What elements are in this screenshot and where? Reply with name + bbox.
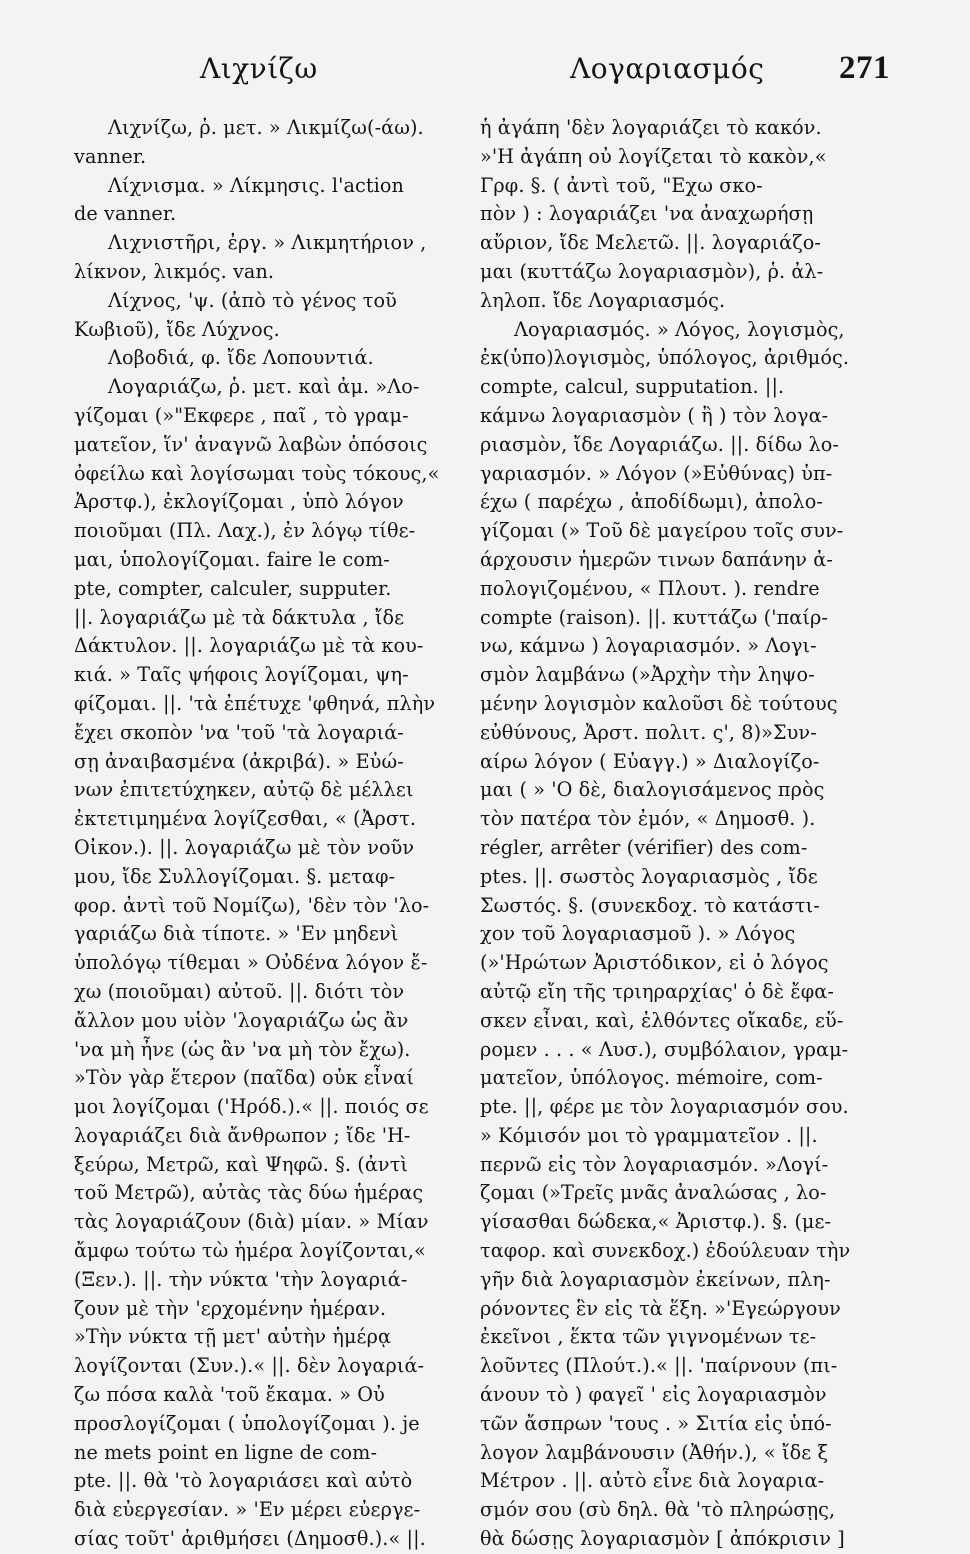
text-line: compte, calcul, supputation. ||.	[480, 375, 785, 399]
text-line: γῆν διὰ λογαριασμὸν ἐκείνων, πλη-	[480, 1267, 831, 1291]
text-line: »Τὸν γὰρ ἕτερον (παῖδα) οὐκ εἶναί	[74, 1066, 414, 1090]
text-line: Δάκτυλον. ||. λογαριάζω μὲ τὰ κου-	[74, 634, 424, 658]
text-line: Ἀρστφ.), ἐκλογίζομαι , ὑπὸ λόγον	[74, 490, 404, 514]
running-head	[70, 52, 890, 102]
left-column	[74, 114, 474, 1554]
text-line: compte (raison). ||. κυττάζω ('παίρ-	[480, 605, 828, 629]
text-line: μοι λογίζομαι ('Ηρόδ.).« ||. ποιός σε	[74, 1095, 429, 1119]
text-line: ||. λογαριάζω μὲ τὰ δάκτυλα , ἴδε	[74, 605, 405, 629]
text-line: » Κόμισόν μοι τὸ γραμματεῖον . ||.	[480, 1123, 818, 1147]
text-line: ἄμφω τούτω τὼ ἡμέρα λογίζονται,«	[74, 1239, 426, 1263]
text-line: λογίζονται (Συν.).« ||. δὲν λογαριά-	[74, 1354, 425, 1378]
text-line: κάμνω λογαριασμὸν ( ἢ ) τὸν λογα-	[480, 403, 829, 427]
text-line: μου, ἴδε Συλλογίζομαι. §. μεταφ-	[74, 864, 396, 888]
text-line: χον τοῦ λογαριασμοῦ ). » Λόγος	[480, 922, 796, 946]
text-line: σκεν εἶναι, καὶ, ἐλθόντες οἴκαδε, εὕ-	[480, 1008, 844, 1032]
header-right-word: Λογαριασμός	[570, 52, 765, 85]
text-line: ἔχει σκοπὸν 'να 'τοῦ 'τὰ λογαριά-	[74, 720, 404, 744]
header-left-word: Λιχνίζω	[200, 52, 318, 85]
text-line: pte. ||. θὰ 'τὸ λογαριάσει καὶ αὐτὸ	[74, 1469, 413, 1493]
text-line: Γρφ. §. ( ἀντὶ τοῦ, "Εχω σκο-	[480, 173, 763, 197]
text-line: ματεῖον, ὑπόλογος. mémoire, com-	[480, 1066, 823, 1090]
text-line: τοῦ Μετρῶ), αὐτὰς τὰς δύω ἡμέρας	[74, 1181, 424, 1205]
text-line: ξεύρω, Μετρῶ, καὶ Ψηφῶ. §. (ἀντὶ	[74, 1152, 409, 1176]
text-line: Λίχνισμα. » Λίκμησις. l'action	[108, 173, 405, 197]
text-line: γαριάζω διὰ τίποτε. » 'Εν μηδενὶ	[74, 922, 399, 946]
text-line: άνουν τὸ ) φαγεῖ ' εἰς λογαριασμὸν	[480, 1383, 827, 1407]
text-line: Οἰκον.). ||. λογαριάζω μὲ τὸν νοῦν	[74, 835, 415, 859]
text-line: σίας τοῦτ' ἀριθμήσει (Δημοσθ.).« ||.	[74, 1527, 426, 1551]
text-line: λογαριάζει διὰ ἄνθρωπον ; ἴδε 'Η-	[74, 1123, 411, 1147]
text-line: διὰ εὐεργεσίαν. » 'Εν μέρει εὐεργε-	[74, 1498, 421, 1522]
text-line: Λιχνιστῆρι, ἐργ. » Λικμητήριον ,	[108, 231, 427, 255]
text-line: ὑπολόγῳ τίθεμαι » Οὐδένα λόγον ἔ-	[74, 951, 428, 975]
text-line: Κωβιοῦ), ἴδε Λύχνος.	[74, 317, 280, 341]
text-line: χω (ποιοῦμαι) αὐτοῦ. ||. διότι τὸν	[74, 979, 405, 1003]
text-line: Λίχνος, 'ψ. (ἀπὸ τὸ γένος τοῦ	[108, 288, 397, 312]
text-line: αίρω λόγον ( Εὐαγγ.) » Διαλογίζο-	[480, 749, 820, 773]
text-line: λοῦντες (Πλούτ.).« ||. 'παίρνουν (πι-	[480, 1354, 838, 1378]
text-line: πολογιζομένου, « Πλουτ. ). rendre	[480, 576, 820, 600]
text-line: σμόν σου (σὺ δηλ. θὰ 'τὸ πληρώσῃς,	[480, 1498, 836, 1522]
text-line: de vanner.	[74, 202, 177, 226]
text-line: 'να μὴ ἦνε (ὡς ἂν 'να μὴ τὸν ἔχω).	[74, 1037, 411, 1061]
text-line: régler, arrêter (vérifier) des com-	[480, 835, 808, 859]
text-line: ρομεν . . . « Λυσ.), συμβόλαιον, γραμ-	[480, 1037, 849, 1061]
page-number: 271	[839, 50, 890, 86]
text-line: ματεῖον, ἵν' ἀναγνῶ λαβὼν ὁπόσοις	[74, 432, 428, 456]
text-line: εὐθύνους, Ἀρστ. πολιτ. ς', 8)»Συν-	[480, 720, 817, 744]
text-line: ζομαι (»Τρεῖς μνᾶς ἀναλώσας , λο-	[480, 1181, 827, 1205]
text-line: πὸν ) : λογαριάζει 'να ἀναχωρήσῃ	[480, 202, 814, 226]
text-line: τὸν πατέρα τὸν ἐμόν, « Δημοσθ. ).	[480, 807, 816, 831]
text-line: ζω πόσα καλὰ 'τοῦ ἔκαμα. » Οὐ	[74, 1383, 385, 1407]
text-line: μαι (κυττάζω λογαριασμὸν), ῥ. ἀλ-	[480, 259, 824, 283]
text-line: Λοβοδιά, φ. ἴδε Λοπουντιά.	[108, 346, 374, 370]
text-line: ριασμὸν, ἴδε Λογαριάζω. ||. δίδω λο-	[480, 432, 839, 456]
right-column	[480, 114, 890, 1554]
text-line: ἐκτετιμημένα λογίζεσθαι, « (Ἀρστ.	[74, 807, 417, 831]
text-line: μαι, ὑπολογίζομαι. faire le com-	[74, 547, 390, 571]
text-line: ne mets point en ligne de com-	[74, 1440, 378, 1464]
text-line: Σωστός. §. (συνεκδοχ. τὸ κατάστι-	[480, 893, 820, 917]
text-line: γίζομαι (»"Εκφερε , παῖ , τὸ γραμ-	[74, 403, 409, 427]
text-line: pte. ||, φέρε με τὸν λογαριασμόν σου.	[480, 1095, 849, 1119]
text-line: σμὸν λαμβάνω (»Ἀρχὴν τὴν ληψο-	[480, 663, 815, 687]
text-line: γαριασμόν. » Λόγον (»Εὐθύνας) ὑπ-	[480, 461, 833, 485]
text-line: (»'Ηρώτων Ἀριστόδικον, εἰ ὁ λόγος	[480, 951, 829, 975]
text-line: λίκνον, λικμός. van.	[74, 259, 275, 283]
text-line: vanner.	[74, 144, 147, 168]
text-line: ἄλλον μου υἱὸν 'λογαριάζω ὡς ἂν	[74, 1008, 409, 1032]
text-line: έχω ( παρέχω , ἀποδίδωμι), ἀπολο-	[480, 490, 823, 514]
text-line: ποιοῦμαι (Πλ. Λαχ.), ἐν λόγῳ τίθε-	[74, 519, 416, 543]
text-line: άρχουσιν ἡμερῶν τινων δαπάνην ἀ-	[480, 547, 833, 571]
text-line: Λογαριάζω, ῥ. μετ. καὶ ἀμ. »Λο-	[108, 375, 420, 399]
text-line: ἐκεῖνοι , ἕκτα τῶν γιγνομένων τε-	[480, 1325, 817, 1349]
text-line: μαι ( » 'Ο δὲ, διαλογισάμενος πρὸς	[480, 778, 825, 802]
text-line: γίσασθαι δώδεκα,« Ἀριστφ.). §. (με-	[480, 1210, 832, 1234]
text-line: προσλογίζομαι ( ὑπολογίζομαι ). je	[74, 1411, 420, 1435]
text-line: ὀφείλω καὶ λογίσωμαι τοὺς τόκους,«	[74, 461, 440, 485]
text-line: λογον λαμβάνουσιν (Ἀθήν.), « ἴδε ξ	[480, 1440, 829, 1464]
text-line: ταφορ. καὶ συνεκδοχ.) ἐδούλευαν τὴν	[480, 1239, 851, 1263]
text-line: θὰ δώσῃς λογαριασμὸν [ ἀπόκρισιν ]	[480, 1527, 845, 1551]
text-line: ρόνοντες ἓν εἰς τὰ ἕξη. »'Εγεώργουν	[480, 1296, 841, 1320]
text-line: περνῶ εἰς τὸν λογαριασμόν. »Λογί-	[480, 1152, 829, 1176]
text-line: ληλοπ. ἴδε Λογαριασμός.	[480, 288, 726, 312]
text-line: »Τὴν νύκτα τῇ μετ' αὐτὴν ἡμέρᾳ	[74, 1325, 392, 1349]
text-line: φίζομαι. ||. 'τὰ ἐπέτυχε 'φθηνά, πλὴν	[74, 691, 436, 715]
text-line: αὐτῷ εἴη τῆς τριηραρχίας' ὁ δὲ ἔφα-	[480, 979, 834, 1003]
text-line: κιά. » Ταῖς ψήφοις λογίζομαι, ψη-	[74, 663, 409, 687]
text-line: τὰς λογαριάζουν (διὰ) μίαν. » Μίαν	[74, 1210, 429, 1234]
text-line: ptes. ||. σωστὸς λογαριασμὸς , ἴδε	[480, 864, 818, 888]
text-line: σῃ ἀναιβασμένα (ἀκριβά). » Εὐώ-	[74, 749, 404, 773]
text-line: γίζομαι (» Τοῦ δὲ μαγείρου τοῖς συν-	[480, 519, 844, 543]
text-line: ἐκ(ὑπο)λογισμὸς, ὑπόλογος, ἀριθμός.	[480, 346, 850, 370]
text-line: μένην λογισμὸν καλοῦσι δὲ τούτους	[480, 691, 838, 715]
text-line: νω, κάμνω ) λογαριασμόν. » Λογι-	[480, 634, 817, 658]
text-line: ζουν μὲ τὴν 'ερχομένην ἡμέραν.	[74, 1296, 387, 1320]
text-line: »'Η ἀγάπη οὐ λογίζεται τὸ κακὸν,«	[480, 144, 827, 168]
text-line: Λιχνίζω, ῥ. μετ. » Λικμίζω(-άω).	[108, 116, 424, 139]
text-line: ἡ ἀγάπη 'δὲν λογαριάζει τὸ κακόν.	[480, 116, 822, 139]
text-line: αὔριον, ἴδε Μελετῶ. ||. λογαριάζο-	[480, 231, 821, 255]
text-line: Λογαριασμός. » Λόγος, λογισμὸς,	[514, 317, 845, 341]
text-line: τῶν ἄσπρων 'τους . » Σιτία εἰς ὑπό-	[480, 1411, 832, 1435]
text-line: pte, compter, calculer, supputer.	[74, 576, 392, 600]
text-line: νων ἐπιτετύχηκεν, αὐτῷ δὲ μέλλει	[74, 778, 414, 802]
text-line: φορ. ἀντὶ τοῦ Νομίζω), 'δὲν τὸν 'λο-	[74, 893, 430, 917]
text-line: (Ξεν.). ||. τὴν νύκτα 'τὴν λογαριά-	[74, 1267, 408, 1291]
text-line: Μέτρον . ||. αὐτὸ εἶνε διὰ λογαρια-	[480, 1469, 825, 1493]
